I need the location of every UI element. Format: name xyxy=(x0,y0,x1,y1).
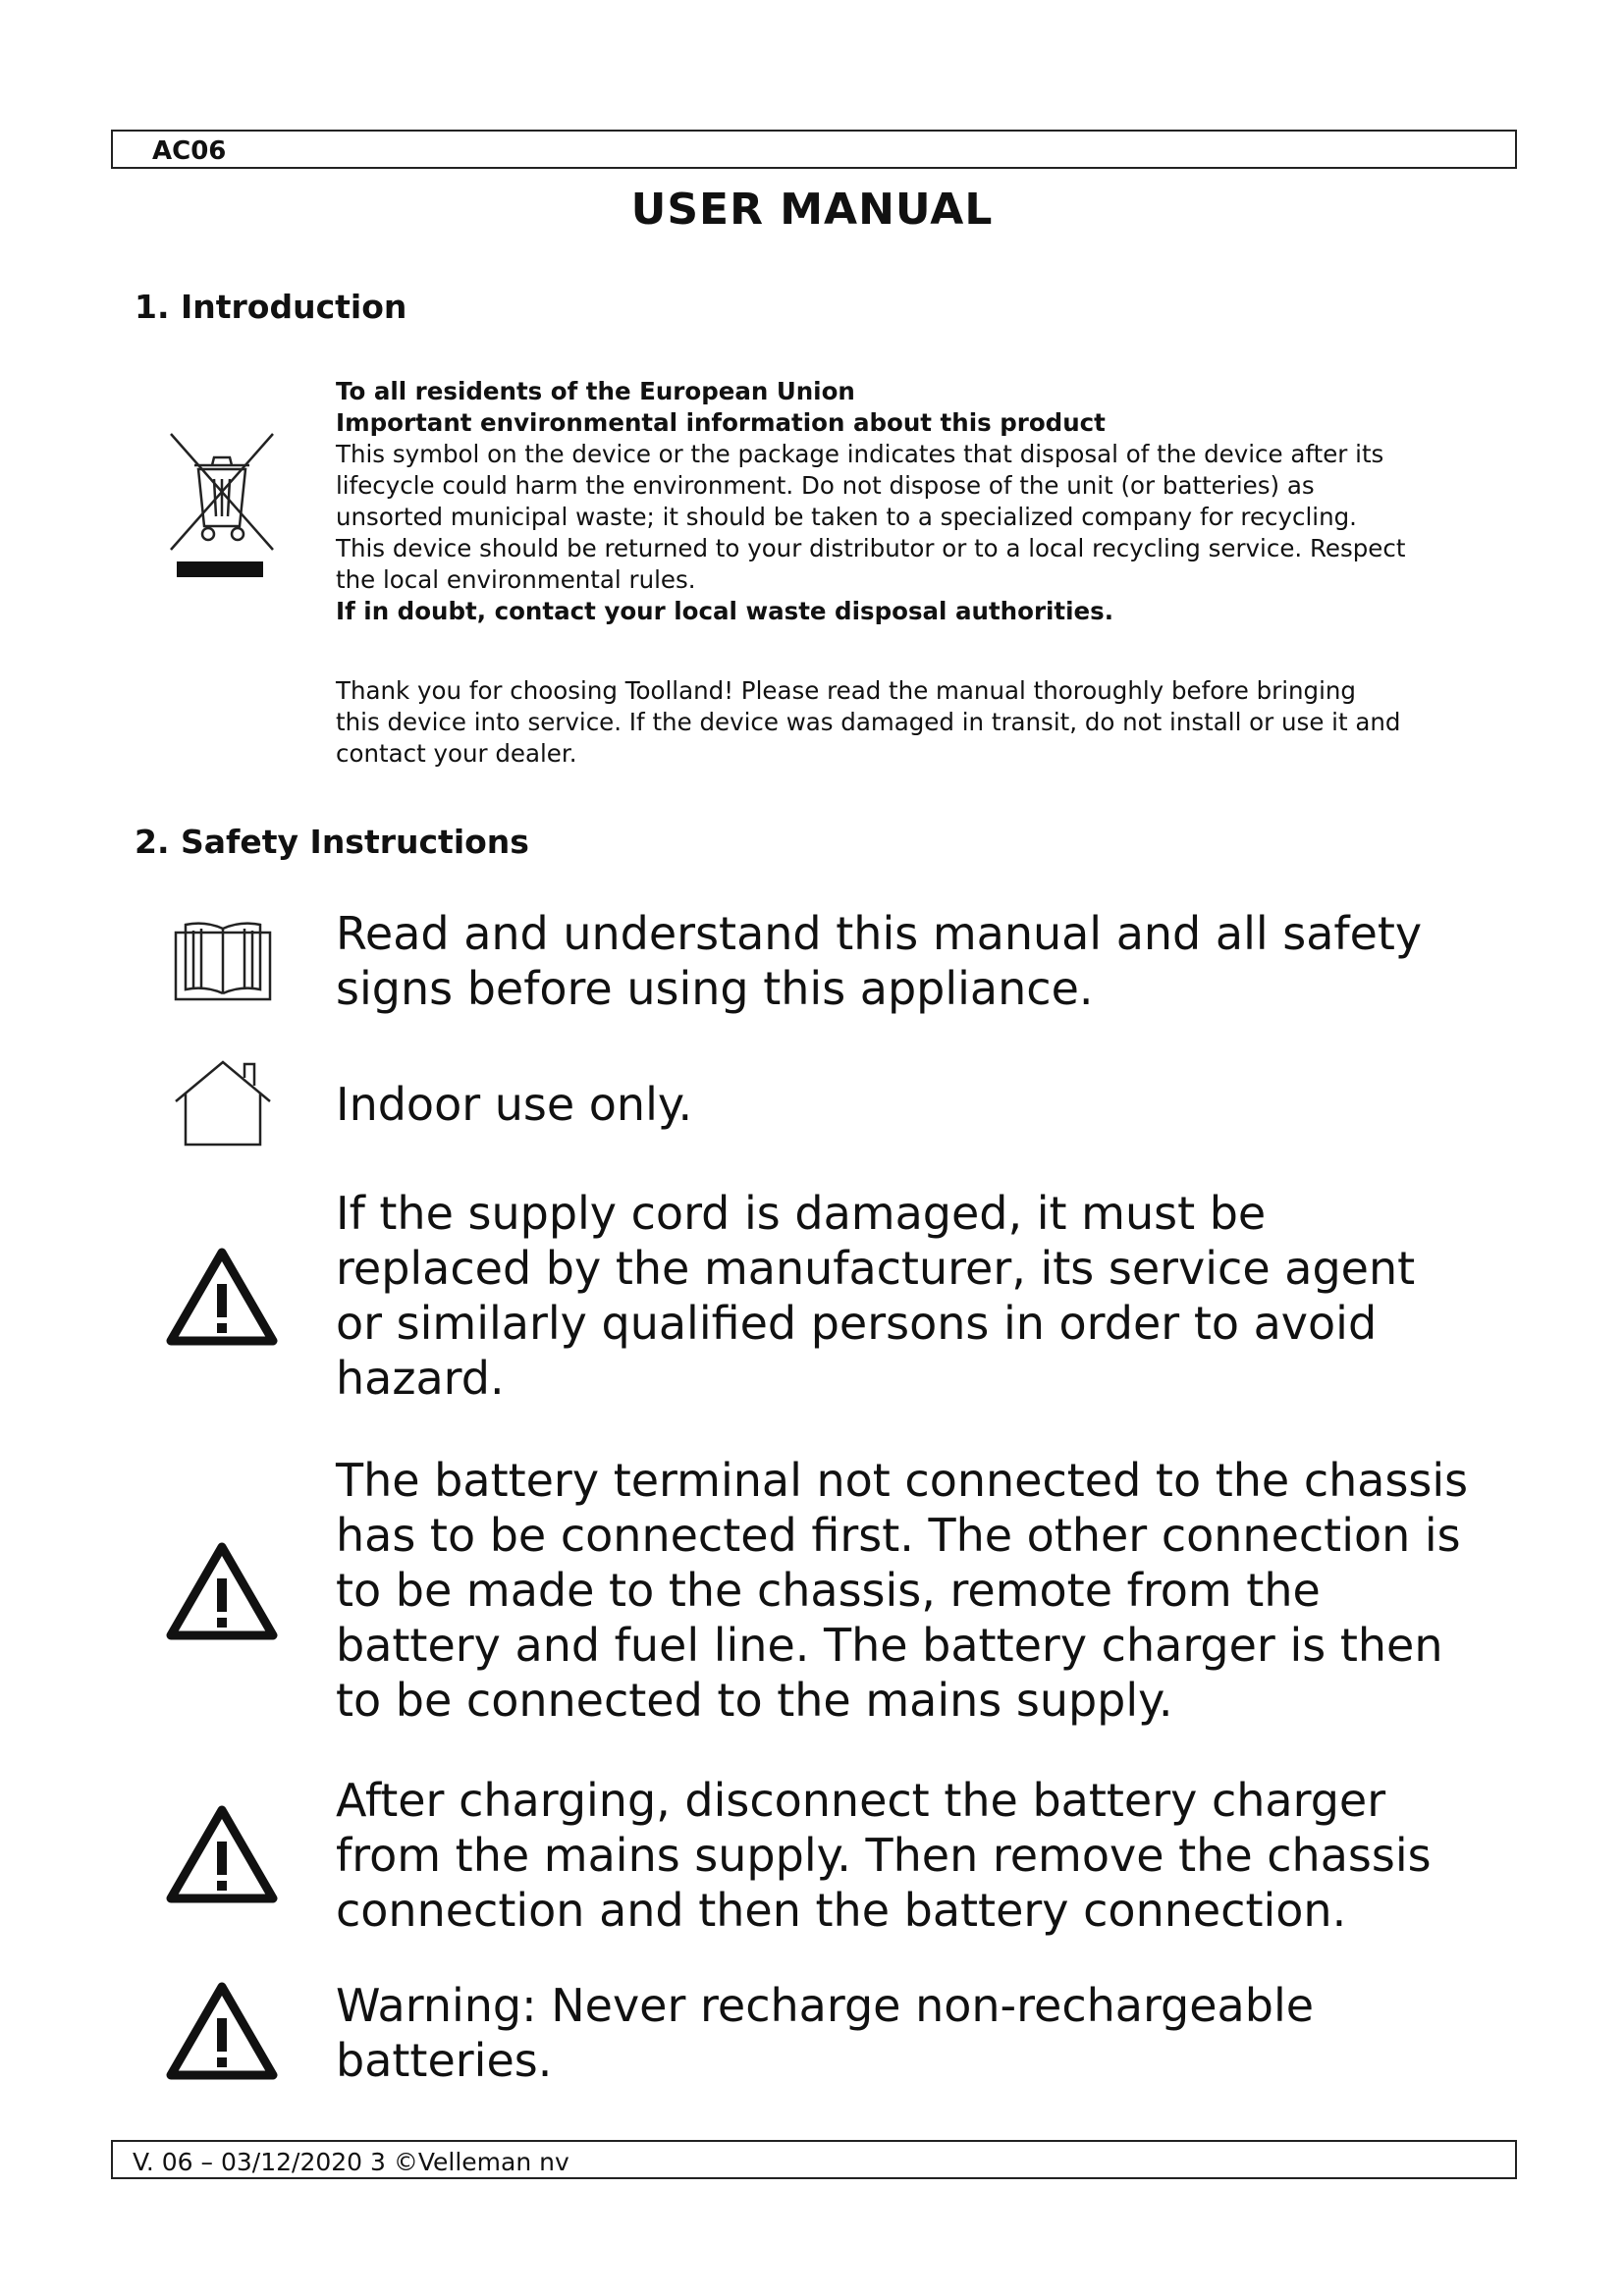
product-code: AC06 xyxy=(152,136,227,166)
env-line: lifecycle could harm the environment. Do not dispose of the unit (or batteries) as xyxy=(336,471,1315,500)
footer-version: V. 06 – 03/12/2020 3 ©Velleman nv xyxy=(133,2148,569,2176)
safety-item-manual xyxy=(336,906,1504,1016)
safety-line: to be made to the chassis, remote from the xyxy=(336,1564,1321,1617)
safety-line: If the supply cord is damaged, it must be xyxy=(336,1187,1267,1240)
env-line: unsorted municipal waste; it should be taken to a specialized company for recycling. xyxy=(336,503,1357,531)
safety-line: has to be connected first. The other connection is xyxy=(336,1509,1461,1562)
env-line: the local environmental rules. xyxy=(336,565,696,594)
safety-line: Warning: Never recharge non-rechargeable xyxy=(336,1979,1315,2032)
safety-line: After charging, disconnect the battery charger xyxy=(336,1774,1386,1827)
warning-icon xyxy=(165,1247,279,1347)
crossed-bin-icon xyxy=(165,428,279,581)
env-line: This symbol on the device or the package indicates that disposal of the device after its xyxy=(336,440,1384,468)
safety-line: replaced by the manufacturer, its service agent xyxy=(336,1242,1416,1295)
section-heading-safety: 2. Safety Instructions xyxy=(135,823,529,861)
safety-line: connection and then the battery connection. xyxy=(336,1884,1347,1937)
house-icon xyxy=(172,1058,274,1148)
safety-line: Indoor use only. xyxy=(336,1078,693,1131)
safety-line: batteries. xyxy=(336,2034,553,2087)
thanks-line: this device into service. If the device was damaged in transit, do not install or use it and xyxy=(336,708,1401,736)
thanks-line: Thank you for choosing Toolland! Please read the manual thoroughly before bringing xyxy=(336,676,1356,705)
safety-line: hazard. xyxy=(336,1352,505,1405)
safety-line: signs before using this appliance. xyxy=(336,962,1094,1015)
safety-item-indoor xyxy=(336,1077,1504,1132)
safety-item-battery-terminal xyxy=(336,1453,1504,1728)
safety-line: Read and understand this manual and all safety xyxy=(336,907,1423,960)
thanks-line: contact your dealer. xyxy=(336,739,577,768)
safety-item-after-charging xyxy=(336,1773,1504,1938)
safety-line: or similarly qualified persons in order to avoid xyxy=(336,1297,1378,1350)
safety-line: to be connected to the mains supply. xyxy=(336,1674,1173,1727)
safety-line: battery and fuel line. The battery charger is then xyxy=(336,1619,1443,1672)
doubt-notice: If in doubt, contact your local waste disposal authorities. xyxy=(336,597,1114,625)
footer-box xyxy=(111,2140,1517,2179)
eu-heading: To all residents of the European Union xyxy=(336,377,855,405)
thanks-paragraph xyxy=(336,675,1494,770)
warning-icon xyxy=(165,1541,279,1641)
page-title: USER MANUAL xyxy=(630,185,994,235)
safety-line: The battery terminal not connected to the chassis xyxy=(336,1454,1469,1507)
warning-icon xyxy=(165,1981,279,2081)
env-line: This device should be returned to your distributor or to a local recycling service. Respect xyxy=(336,534,1406,562)
header-box xyxy=(111,130,1517,169)
safety-item-non-rechargeable xyxy=(336,1978,1504,2088)
environmental-notice xyxy=(336,376,1494,627)
env-heading: Important environmental information about this product xyxy=(336,408,1106,437)
section-heading-introduction: 1. Introduction xyxy=(135,288,407,326)
warning-icon xyxy=(165,1804,279,1904)
safety-line: from the mains supply. Then remove the chassis xyxy=(336,1829,1432,1882)
safety-item-supply-cord xyxy=(336,1186,1504,1406)
book-icon xyxy=(172,921,274,1003)
